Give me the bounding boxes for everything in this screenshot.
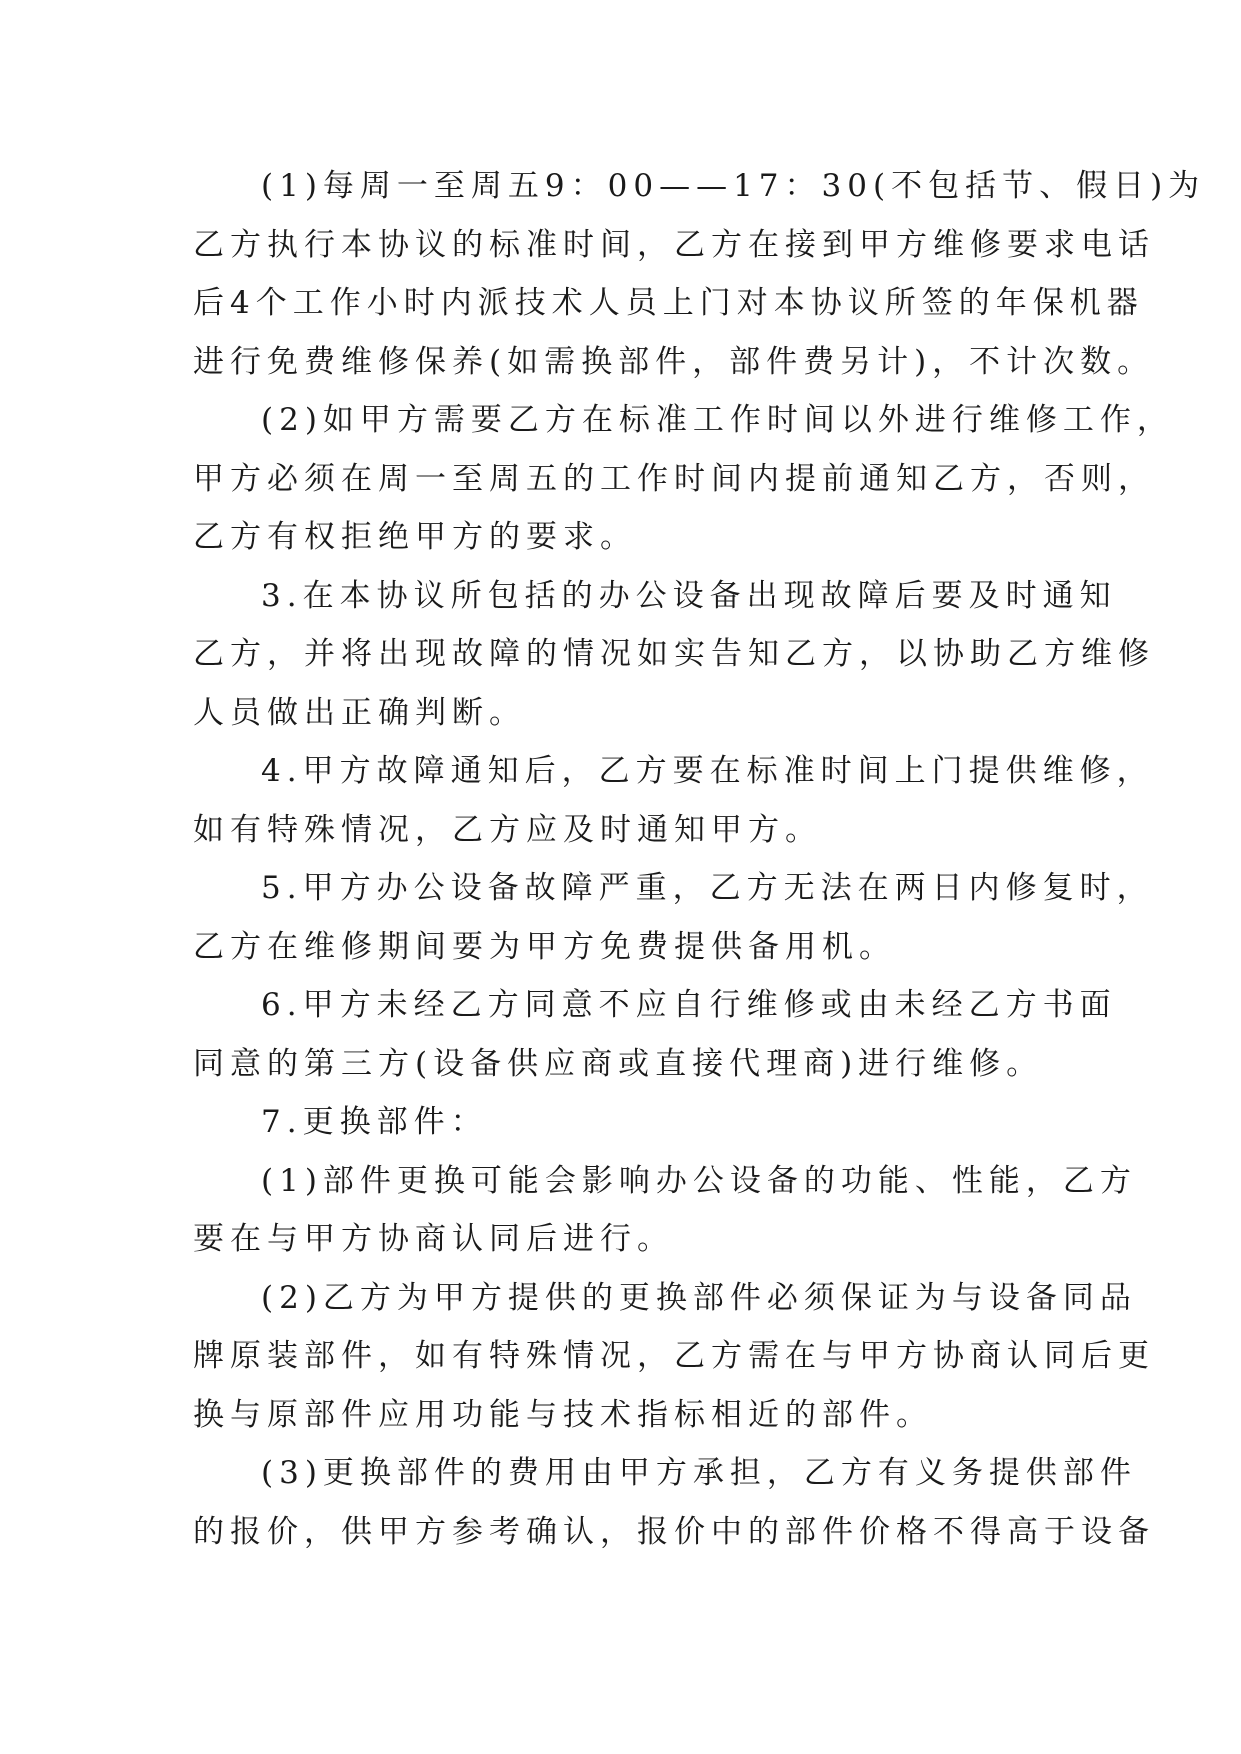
text-line: 6.甲方未经乙方同意不应自行维修或由未经乙方书面: [261, 987, 1117, 1023]
text-line: (1)部件更换可能会影响办公设备的功能、性能，乙方: [261, 1162, 1137, 1199]
text-line: (1)每周一至周五9：00——17：30(不包括节、假日)为: [261, 168, 1206, 204]
text-line: 如有特殊情况，乙方应及时通知甲方。: [193, 811, 822, 848]
text-line: 人员做出正确判断。: [193, 694, 526, 731]
text-line: 进行免费维修保养(如需换部件，部件费另计)，不计次数。: [193, 343, 1155, 380]
paragraph-clause-7-1: [193, 1152, 1137, 1269]
text-line: 乙方有权拒绝甲方的要求。: [193, 519, 637, 555]
text-line: 牌原装部件，如有特殊情况，乙方需在与甲方协商认同后更: [193, 1338, 1155, 1374]
paragraph-clause-7-2: [193, 1269, 1155, 1445]
paragraph-clause-1-2: [193, 391, 1174, 567]
text-line: 5.甲方办公设备故障严重，乙方无法在两日内修复时，: [261, 870, 1154, 906]
text-line: 要在与甲方协商认同后进行。: [193, 1221, 674, 1257]
document-body: [193, 157, 1206, 1561]
paragraph-clause-5: [193, 859, 1154, 976]
text-line: 后4个工作小时内派技术人员上门对本协议所签的年保机器: [193, 285, 1144, 321]
text-line: 甲方必须在周一至周五的工作时间内提前通知乙方，否则，: [193, 460, 1155, 497]
paragraph-clause-4: [193, 742, 1154, 859]
text-line: 7.更换部件：: [261, 1104, 488, 1140]
paragraph-clause-6: [193, 976, 1117, 1093]
text-line: 乙方执行本协议的标准时间，乙方在接到甲方维修要求电话: [193, 226, 1155, 263]
text-line: 乙方，并将出现故障的情况如实告知乙方，以协助乙方维修: [193, 636, 1155, 672]
text-line: (3)更换部件的费用由甲方承担，乙方有义务提供部件: [261, 1455, 1137, 1491]
paragraph-clause-7-heading: [193, 1093, 1053, 1152]
text-line: 换与原部件应用功能与技术指标相近的部件。: [193, 1396, 933, 1433]
text-line: 3.在本协议所包括的办公设备出现故障后要及时通知: [261, 577, 1117, 614]
text-line: (2)如甲方需要乙方在标准工作时间以外进行维修工作，: [261, 402, 1174, 438]
text-line: (2)乙方为甲方提供的更换部件必须保证为与设备同品: [261, 1279, 1137, 1316]
paragraph-clause-1-1: [193, 157, 1206, 391]
paragraph-clause-7-3: [193, 1444, 1155, 1561]
text-line: 同意的第三方(设备供应商或直接代理商)进行维修。: [193, 1045, 1044, 1082]
paragraph-clause-3: [193, 567, 1155, 743]
text-line: 乙方在维修期间要为甲方免费提供备用机。: [193, 928, 896, 965]
text-line: 的报价，供甲方参考确认，报价中的部件价格不得高于设备: [193, 1513, 1155, 1550]
text-line: 4.甲方故障通知后，乙方要在标准时间上门提供维修，: [261, 753, 1154, 789]
